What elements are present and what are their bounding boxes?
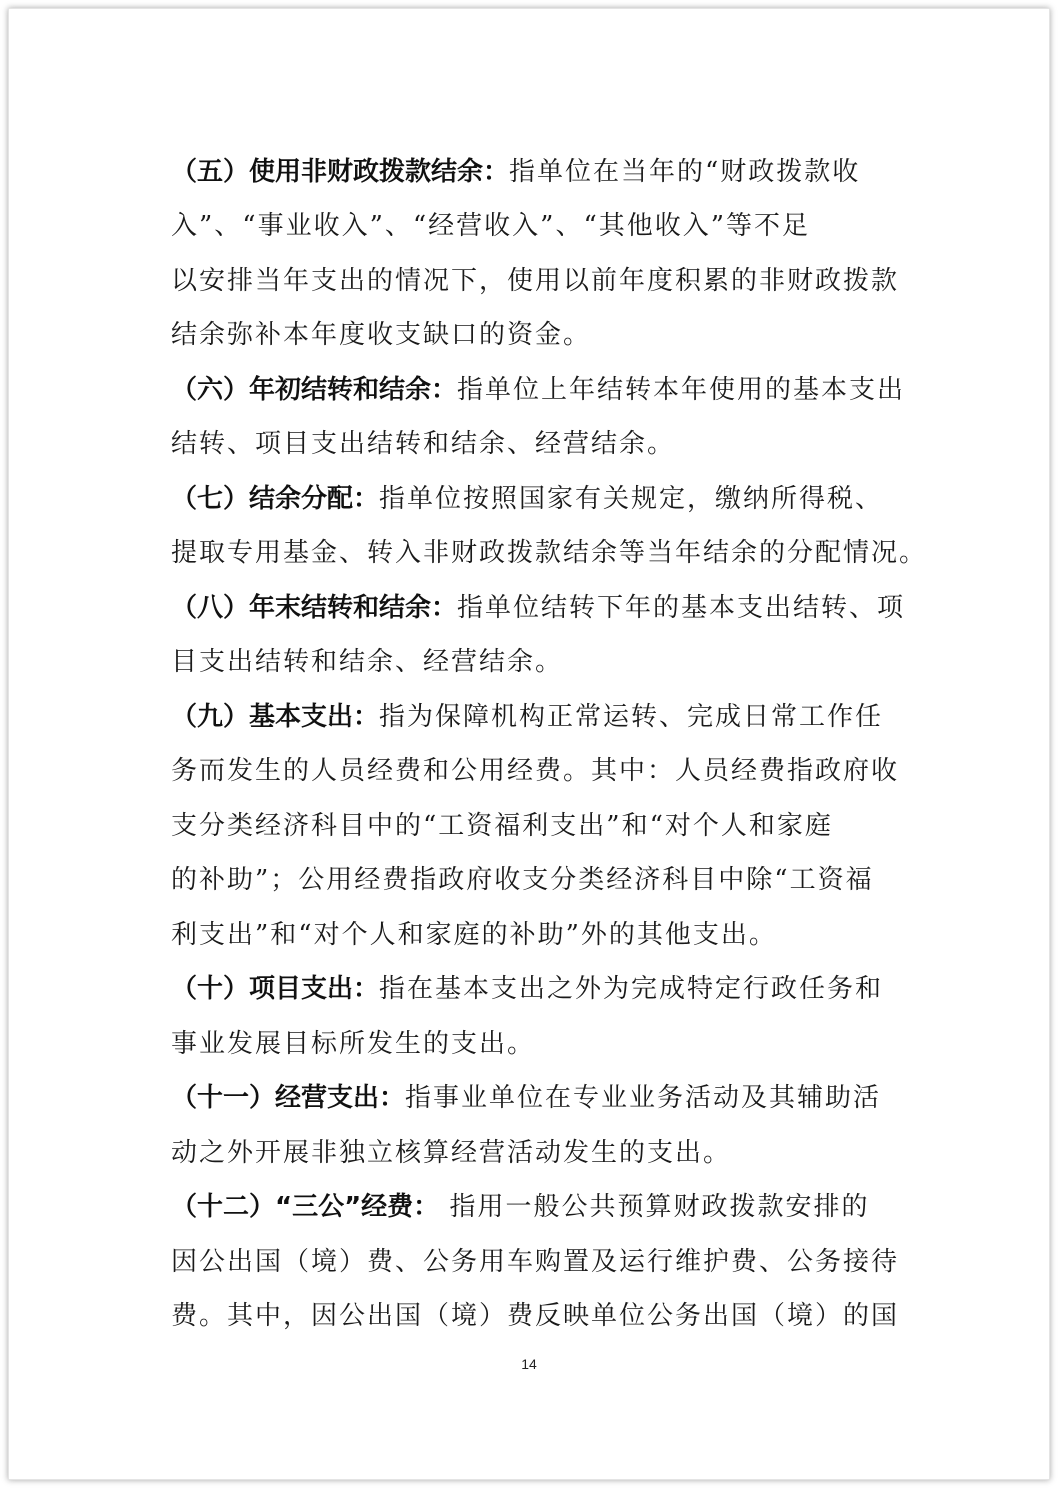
line-text: 提取专用基金、转入非财政拨款结余等当年结余的分配情况。 [171, 538, 928, 568]
line-text: 结转、项目支出结转和结余、经营结余。 [171, 429, 676, 459]
line-text: 支分类经济科目中的“工资福利支出”和“对个人和家庭 [171, 811, 833, 841]
term-heading: （五）使用非财政拨款结余： [171, 157, 510, 187]
line-text: 动之外开展非独立核算经营活动发生的支出。 [171, 1138, 732, 1168]
term-heading: （十一）经营支出： [171, 1083, 406, 1113]
line-text: 指单位结转下年的基本支出结转、项 [457, 593, 906, 623]
text-line [171, 972, 883, 1006]
text-line [171, 918, 777, 952]
term-heading: （八）年末结转和结余： [171, 593, 458, 623]
text-line [171, 155, 860, 189]
text-line [171, 700, 883, 734]
text-line [171, 1190, 869, 1224]
text-line [171, 1081, 881, 1115]
text-line [171, 863, 874, 897]
document-page [8, 8, 1050, 1480]
line-text: 费。其中，因公出国（境）费反映单位公务出国（境）的国 [171, 1301, 900, 1331]
text-line [171, 264, 899, 298]
text-line [171, 1136, 731, 1170]
line-text: 指为保障机构正常运转、完成日常工作任 [379, 702, 884, 732]
text-line [171, 809, 833, 843]
text-line [171, 209, 810, 243]
line-text: 以安排当年支出的情况下，使用以前年度积累的非财政拨款 [171, 266, 900, 296]
line-text: 指事业单位在专业业务活动及其辅助活 [405, 1083, 882, 1113]
term-heading: （七）结余分配： [171, 484, 380, 514]
line-text: 因公出国（境）费、公务用车购置及运行维护费、公务接待 [171, 1247, 900, 1277]
line-text: 指单位上年结转本年使用的基本支出 [457, 375, 906, 405]
term-heading: （九）基本支出： [171, 702, 380, 732]
text-line [171, 1299, 899, 1333]
line-text: 指单位在当年的“财政拨款收 [509, 157, 861, 187]
term-heading: （六）年初结转和结余： [171, 375, 458, 405]
text-line [171, 754, 899, 788]
line-text: 入”、“事业收入”、“经营收入”、“其他收入”等不足 [171, 211, 811, 241]
text-line [171, 482, 883, 516]
text-line [171, 591, 905, 625]
text-line [171, 1245, 899, 1279]
text-line [171, 645, 563, 679]
text-line [171, 536, 927, 570]
line-text: 结余弥补本年度收支缺口的资金。 [171, 320, 592, 350]
text-line [171, 373, 905, 407]
term-heading: （十二）“三公”经费： [171, 1192, 440, 1222]
text-line [171, 318, 591, 352]
line-text: 指单位按照国家有关规定，缴纳所得税、 [379, 484, 884, 514]
text-line [171, 427, 675, 461]
text-line [171, 1027, 535, 1061]
page-number: 14 [521, 1356, 537, 1372]
line-text: 目支出结转和结余、经营结余。 [171, 647, 564, 677]
line-text: 的补助”；公用经费指政府收支分类经济科目中除“工资福 [171, 865, 874, 895]
line-text: 指在基本支出之外为完成特定行政任务和 [379, 974, 884, 1004]
line-text: 务而发生的人员经费和公用经费。其中：人员经费指政府收 [171, 756, 900, 786]
line-text: 利支出”和“对个人和家庭的补助”外的其他支出。 [171, 920, 777, 950]
line-text: 指用一般公共预算财政拨款安排的 [439, 1192, 870, 1222]
term-heading: （十）项目支出： [171, 974, 380, 1004]
line-text: 事业发展目标所发生的支出。 [171, 1029, 536, 1059]
